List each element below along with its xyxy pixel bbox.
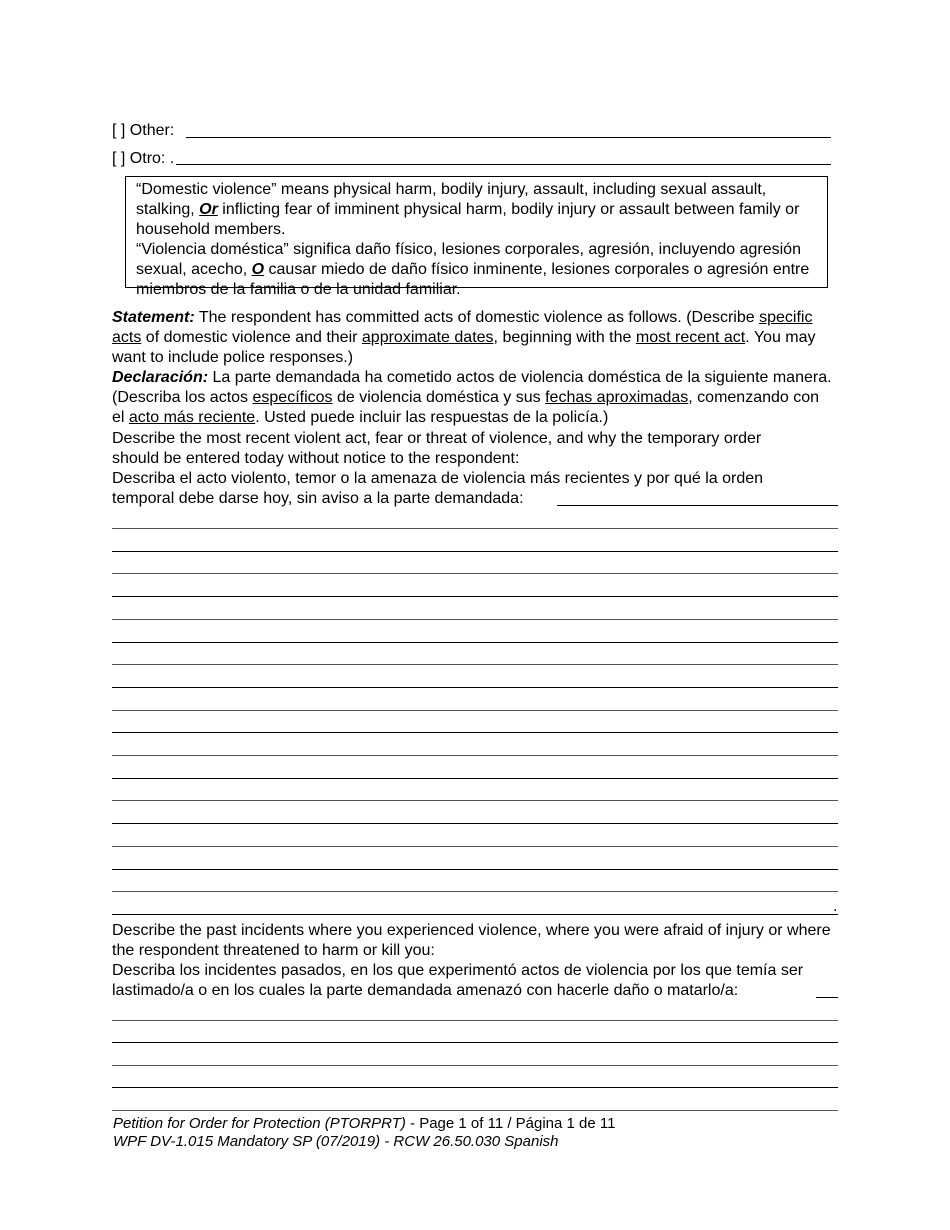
answer-line[interactable]: [112, 687, 838, 688]
definition-es: “Violencia doméstica” significa daño físico, lesiones corporales, agresión, incluyendo agresión sexual, acecho, O causar miedo de daño físico inminente, lesiones corporales o agresión entre miembros de la familia o de la unidad familiar.: [136, 241, 810, 298]
footer: [113, 1115, 615, 1151]
answer-line[interactable]: [112, 1087, 838, 1088]
answer-line[interactable]: [112, 823, 838, 824]
checkbox-box[interactable]: [ ]: [112, 122, 126, 139]
other-input-line[interactable]: [186, 137, 831, 138]
recent-prompt-es: Describa el acto violento, temor o la amenaza de violencia más recientes y por qué la orden temporal debe darse hoy, sin aviso a la parte demandada:: [112, 470, 764, 507]
past-prompt-en: Describe the past incidents where you experienced violence, where you were afraid of injury or where the respondent threatened to harm or kill you:: [112, 922, 831, 959]
answer-line[interactable]: [112, 1020, 838, 1021]
footer-line-2: WPF DV-1.015 Mandatory SP (07/2019) - RCW 26.50.030 Spanish: [113, 1133, 559, 1150]
answer-line[interactable]: [112, 755, 838, 756]
declaracion-paragraph: Declaración: La parte demandada ha cometido actos de violencia doméstica de la siguiente manera. (Describa los actos específicos de violencia doméstica y sus fechas aproximadas, comenzando con el acto más reciente. Usted puede incluir las respuestas de la policía.): [112, 369, 832, 426]
footer-line-1: [113, 1115, 615, 1133]
checkbox-otro[interactable]: [112, 149, 174, 169]
answer-line[interactable]: [112, 619, 838, 620]
otro-input-line[interactable]: [176, 164, 831, 165]
answer-line[interactable]: [112, 642, 838, 643]
answer-line[interactable]: [112, 551, 838, 552]
recent-prompt-en: Describe the most recent violent act, fear or threat of violence, and why the temporary order should be entered today without notice to the respondent:: [112, 430, 762, 467]
answer-line[interactable]: [557, 505, 838, 506]
answer-line[interactable]: [112, 800, 838, 801]
definition-box: [125, 176, 828, 298]
answer-line[interactable]: [112, 596, 838, 597]
answer-line[interactable]: [112, 891, 838, 892]
footer-page: - Page 1 of 11 / Página 1 de 11: [405, 1115, 616, 1132]
answer-line[interactable]: [112, 846, 838, 847]
checkbox-label-otro: Otro: .: [129, 150, 175, 167]
answer-line[interactable]: [112, 573, 838, 574]
declaracion-label: Declaración:: [112, 369, 209, 386]
statement-label: Statement:: [112, 309, 195, 326]
answer-line[interactable]: [112, 710, 838, 711]
answer-line[interactable]: [816, 997, 838, 998]
answer-line[interactable]: [112, 914, 833, 915]
answer-line[interactable]: [112, 1065, 838, 1066]
checkbox-label-other: Other:: [129, 122, 175, 139]
definition-en: “Domestic violence” means physical harm, bodily injury, assault, including sexual assault, stalking, Or inflicting fear of imminent physical harm, bodily injury or assault between family or household members.: [136, 181, 800, 238]
answer-line[interactable]: [112, 528, 838, 529]
checkbox-other[interactable]: [112, 121, 174, 141]
answer-line[interactable]: [112, 869, 838, 870]
footer-title: Petition for Order for Protection (PTORPRT): [113, 1115, 406, 1132]
answer-line[interactable]: [112, 778, 838, 779]
checkbox-box[interactable]: [ ]: [112, 150, 126, 167]
statement-paragraph: Statement: The respondent has committed acts of domestic violence as follows. (Describe specific acts of domestic violence and their approximate dates, beginning with the most recent act. You may want to include police responses.): [112, 309, 816, 366]
answer-line[interactable]: [112, 664, 838, 665]
past-prompt-es: Describa los incidentes pasados, en los que experimentó actos de violencia por los que temía ser lastimado/a o en los cuales la parte demandada amenazó con hacerle daño o matarlo/a:: [112, 962, 804, 999]
answer-line[interactable]: [112, 1110, 838, 1111]
answer-line[interactable]: [112, 1042, 838, 1043]
answer-line[interactable]: [112, 732, 838, 733]
recent-end-mark: .: [833, 898, 838, 915]
